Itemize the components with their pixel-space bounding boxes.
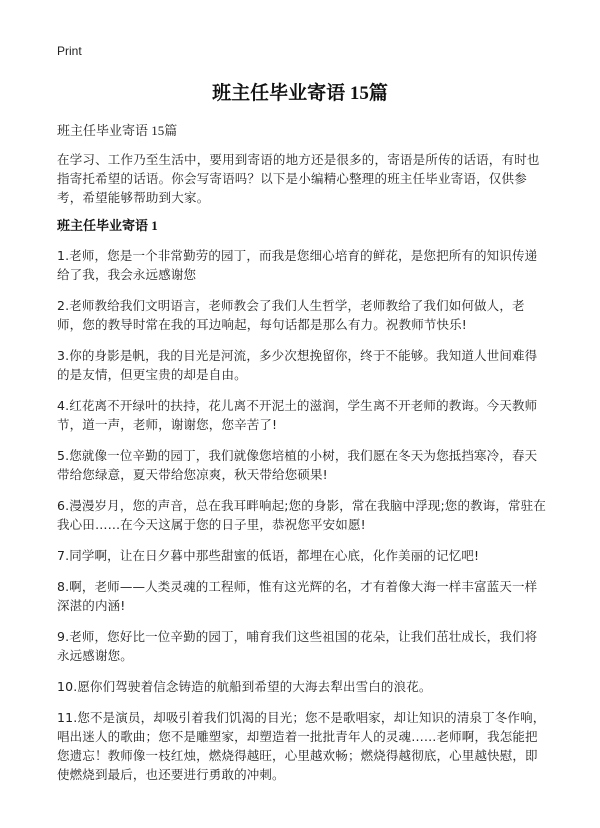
message-item: 6.漫漫岁月，您的声音，总在我耳畔响起;您的身影，常在我脑中浮现;您的教诲，常驻在我心田……在今天这属于您的日子里，恭祝您平安如愿! — [57, 498, 547, 532]
message-item: 5.您就像一位辛勤的园丁，我们就像您培植的小树，我们愿在冬天为您抵挡寒冷，春天带给您绿意，夏天带给您凉爽，秋天带给您硕果! — [57, 448, 538, 482]
message-item: 4.红花离不开绿叶的扶持，花儿离不开泥土的滋润，学生离不开老师的教诲。今天教师节，道一声，老师，谢谢您，您辛苦了! — [57, 398, 538, 432]
document-subtitle: 班主任毕业寄语 15篇 — [57, 123, 178, 138]
message-item: 1.老师，您是一个非常勤劳的园丁，而我是您细心培育的鲜花，是您把所有的知识传递给了我，我会永远感谢您 — [57, 248, 538, 282]
message-item: 11.您不是演员，却吸引着我们饥渴的目光；您不是歌唱家，却让知识的清泉丁冬作响，唱出迷人的歌曲；您不是雕塑家，却塑造着一批批青年人的灵魂……老师啊，我怎能把您遗忘！教师像一枝红烛，燃烧得越旺，心里越欢畅；燃烧得越彻底，心里越快慰，即使燃烧到最后，也还要进行勇敢的冲刺。 — [57, 710, 546, 782]
message-item: 9.老师，您好比一位辛勤的园丁，哺育我们这些祖国的花朵，让我们茁壮成长，我们将永远感谢您。 — [57, 629, 538, 663]
section-heading: 班主任毕业寄语 1 — [57, 218, 158, 233]
message-item: 10.愿你们驾驶着信念铸造的航船到希望的大海去犁出雪白的浪花。 — [57, 679, 432, 694]
print-link[interactable]: Print — [57, 44, 82, 58]
message-item: 7.同学啊，让在日夕暮中那些甜蜜的低语，都埋在心底，化作美丽的记忆吧! — [57, 548, 480, 563]
message-item: 3.你的身影是帆，我的目光是河流，多少次想挽留你，终于不能够。我知道人世间难得的是友情，但更宝贵的却是自由。 — [57, 348, 538, 382]
message-list — [57, 246, 549, 796]
intro-paragraph: 在学习、工作乃至生活中，要用到寄语的地方还是很多的，寄语是所传的话语，有时也指寄托希望的话语。你会写寄语吗？以下是小编精心整理的班主任毕业寄语，仅供参考，希望能够帮助到大家。 — [57, 152, 540, 205]
message-item: 8.啊，老师——人类灵魂的工程师，惟有这光辉的名，才有着像大海一样丰富蓝天一样深湛的内涵! — [57, 579, 538, 613]
page-title: 班主任毕业寄语 15篇 — [212, 83, 388, 104]
message-item: 2.老师教给我们文明语言，老师教会了我们人生哲学，老师教给了我们如何做人，老师，您的教导时常在我的耳边响起，每句话都是那么有力。祝教师节快乐! — [57, 298, 525, 332]
